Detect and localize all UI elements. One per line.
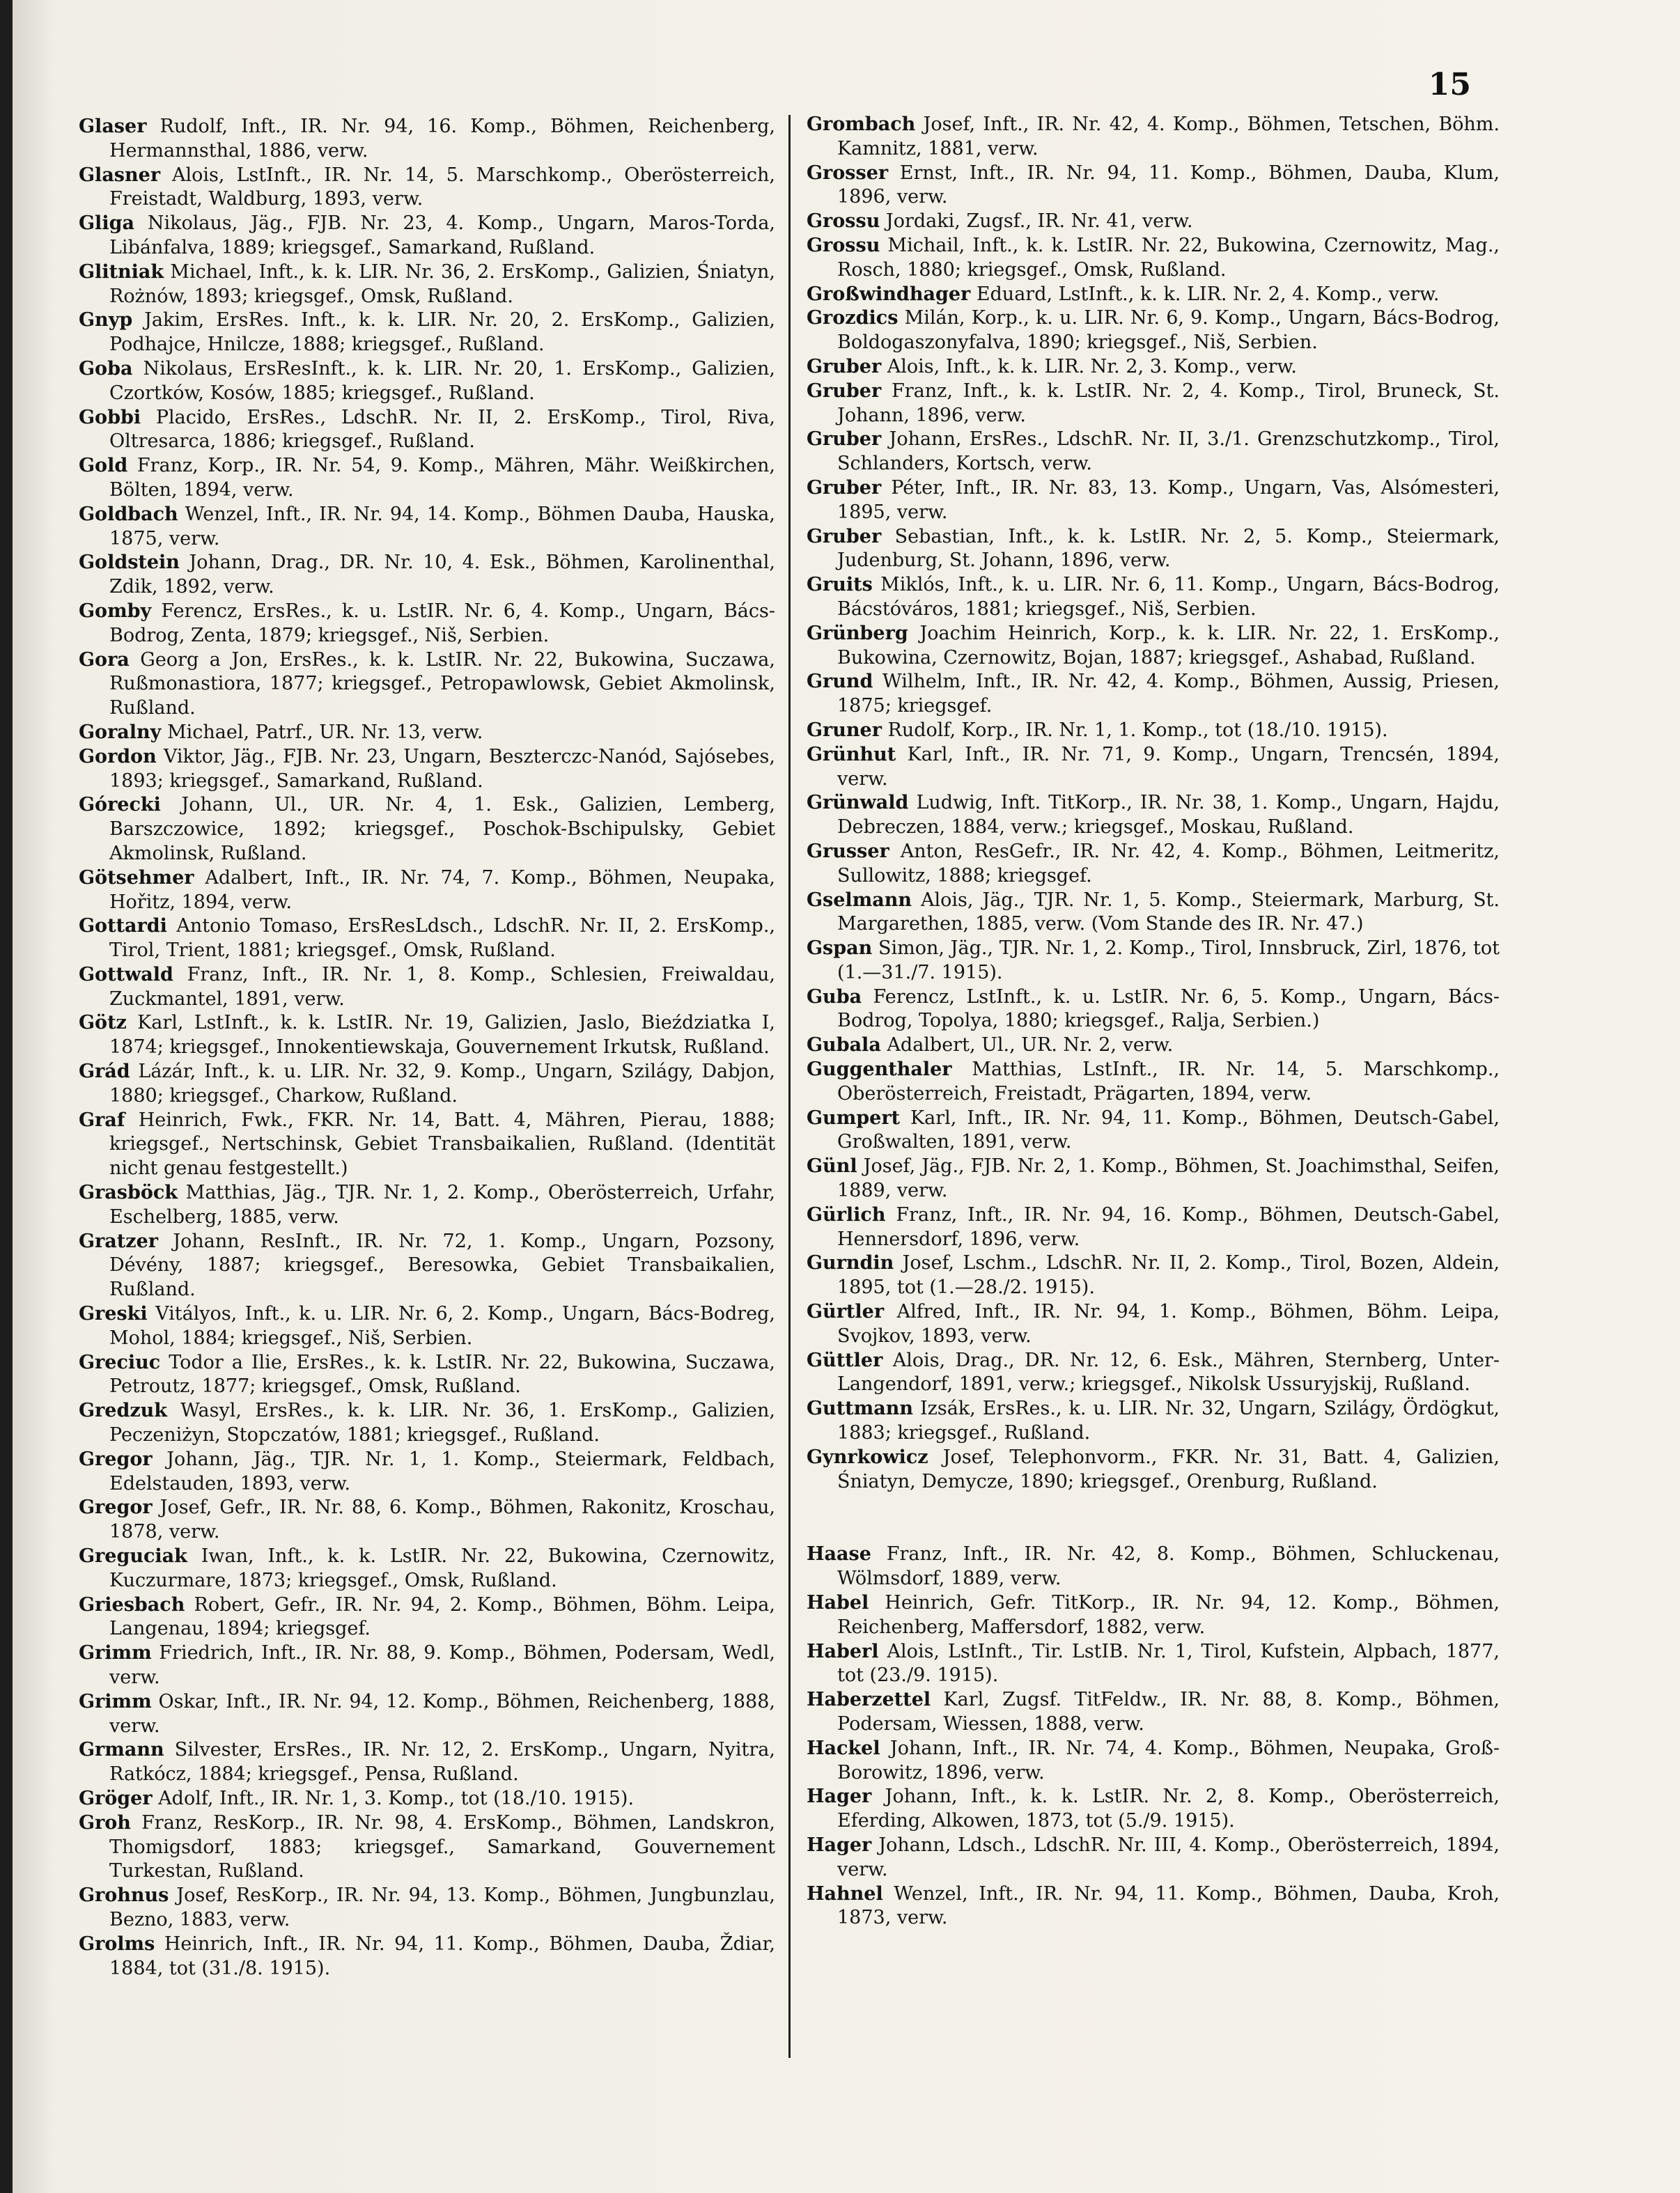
entry-details: Eduard, LstInft., k. k. LIR. Nr. 2, 4. Komp., verw. — [970, 283, 1440, 305]
entry-surname: Grusser — [807, 840, 889, 862]
register-entry — [807, 791, 1500, 840]
entry-surname: Grünhut — [807, 743, 896, 765]
entry-surname: Goba — [79, 357, 133, 380]
entry-details: Wilhelm, Inft., IR. Nr. 42, 4. Komp., Böhmen, Aussig, Priesen, 1875; kriegsgef. — [837, 671, 1500, 717]
entry-details: Matthias, LstInft., IR. Nr. 14, 5. Marschkomp., Oberösterreich, Freistadt, Prägarten, 1894, verw. — [837, 1059, 1500, 1105]
register-entry — [79, 1933, 775, 1981]
entry-details: Georg a Jon, ErsRes., k. k. LstIR. Nr. 22, Bukowina, Suczawa, Rußmonastiora, 1877; kriegsgef., Petropawlowsk, Gebiet Akmolinsk, Rußland. — [109, 648, 775, 719]
register-entry — [79, 1011, 775, 1060]
column-divider — [788, 115, 791, 2058]
register-entry — [79, 1884, 775, 1933]
entry-surname: Gynrkowicz — [807, 1446, 928, 1468]
register-entry — [79, 1399, 775, 1448]
register-entry — [807, 719, 1500, 743]
entry-details: Simon, Jäg., TJR. Nr. 1, 2. Komp., Tirol, Innsbruck, Zirl, 1876, tot (1.—31./7. 1915). — [837, 937, 1500, 983]
register-entry — [79, 1302, 775, 1351]
entry-details: Johann, Drag., DR. Nr. 10, 4. Esk., Böhmen, Karolinenthal, Zdik, 1892, verw. — [109, 552, 775, 598]
entry-surname: Gobbi — [79, 406, 141, 428]
register-entry — [807, 670, 1500, 719]
entry-surname: Grünwald — [807, 792, 909, 814]
register-entry — [807, 1688, 1500, 1737]
entry-surname: Glaser — [79, 116, 147, 137]
entry-details: Heinrich, Inft., IR. Nr. 94, 11. Komp., Böhmen, Dauba, Ždiar, 1884, tot (31./8. 1915). — [109, 1933, 775, 1979]
register-entry — [79, 1181, 775, 1230]
register-entry — [807, 380, 1500, 428]
entry-surname: Grossu — [807, 210, 880, 233]
entry-surname: Gumpert — [807, 1107, 901, 1129]
entry-details: Wasyl, ErsRes., k. k. LIR. Nr. 36, 1. ErsKomp., Galizien, Peczeniżyn, Stopczatów, 1881; kriegsgef., Rußland. — [109, 1400, 775, 1446]
entry-details: Alois, Inft., k. k. LIR. Nr. 2, 3. Komp., verw. — [881, 355, 1297, 377]
entry-surname: Gnyp — [79, 309, 133, 331]
entry-details: Franz, Inft., k. k. LstIR. Nr. 2, 4. Komp., Tirol, Bruneck, St. Johann, 1896, verw. — [837, 380, 1500, 426]
entry-surname: Hackel — [807, 1737, 880, 1759]
entry-details: Alois, LstInft., IR. Nr. 14, 5. Marschkomp., Oberösterreich, Freistadt, Waldburg, 1893, verw. — [109, 164, 775, 210]
entry-details: Wenzel, Inft., IR. Nr. 94, 11. Komp., Böhmen, Dauba, Kroh, 1873, verw. — [837, 1882, 1500, 1929]
entry-details: Ludwig, Inft. TitKorp., IR. Nr. 38, 1. Komp., Ungarn, Hajdu, Debreczen, 1884, verw.; kriegsgef., Moskau, Rußland. — [837, 792, 1500, 838]
register-entry — [79, 1738, 775, 1787]
entry-surname: Gratzer — [79, 1230, 158, 1252]
entry-surname: Gruber — [807, 428, 882, 451]
entry-surname: Greguciak — [79, 1545, 187, 1568]
entry-details: Nikolaus, Jäg., FJB. Nr. 23, 4. Komp., Ungarn, Maros-Torda, Libánfalva, 1889; kriegsgef., Samarkand, Rußland. — [109, 212, 775, 258]
entry-details: Josef, Lschm., LdschR. Nr. II, 2. Komp., Tirol, Bozen, Aldein, 1895, tot (1.—28./2. 1915). — [837, 1252, 1500, 1299]
register-entry — [79, 745, 775, 794]
register-entry — [807, 573, 1500, 622]
entry-details: Jakim, ErsRes. Inft., k. k. LIR. Nr. 20, 2. ErsKomp., Galizien, Podhajce, Hnilcze, 1888; kriegsgef., Rußland. — [109, 309, 775, 356]
entry-surname: Günl — [807, 1155, 857, 1178]
entry-surname: Grmann — [79, 1739, 164, 1761]
register-entry — [807, 306, 1500, 355]
entry-surname: Glasner — [79, 164, 161, 186]
register-entry — [807, 985, 1500, 1034]
register-entry — [79, 1545, 775, 1593]
entry-details: Wenzel, Inft., IR. Nr. 94, 14. Komp., Böhmen Dauba, Hauska, 1875, verw. — [109, 503, 775, 549]
register-entry — [79, 721, 775, 745]
register-entry — [807, 743, 1500, 792]
register-entry — [807, 1397, 1500, 1446]
entry-surname: Gottardi — [79, 915, 167, 937]
entry-surname: Gruber — [807, 476, 882, 499]
register-entry — [79, 914, 775, 963]
entry-details: Johann, Inft., k. k. LstIR. Nr. 2, 8. Komp., Oberösterreich, Eferding, Alkowen, 1873, tot (5./9. 1915). — [837, 1786, 1500, 1832]
entry-surname: Grund — [807, 671, 873, 693]
entry-surname: Grosser — [807, 162, 889, 184]
entry-details: Johann, ErsRes., LdschR. Nr. II, 3./1. Grenzschutzkomp., Tirol, Schlanders, Kortsch, verw. — [837, 428, 1500, 475]
entry-details: Péter, Inft., IR. Nr. 83, 13. Komp., Ungarn, Vas, Alsómesteri, 1895, verw. — [837, 476, 1500, 523]
register-entry — [807, 1591, 1500, 1640]
entry-surname: Gubala — [807, 1034, 881, 1056]
register-entry — [807, 355, 1500, 380]
entry-surname: Graf — [79, 1109, 125, 1131]
entry-surname: Grád — [79, 1061, 130, 1083]
entry-details: Michael, Patrf., UR. Nr. 13, verw. — [161, 721, 483, 743]
entry-surname: Gürlich — [807, 1203, 886, 1226]
entry-details: Sebastian, Inft., k. k. LstIR. Nr. 2, 5. Komp., Steiermark, Judenburg, St. Johann, 1896, verw. — [837, 525, 1500, 572]
register-entry — [79, 1641, 775, 1690]
entry-details: Anton, ResGefr., IR. Nr. 42, 4. Komp., Böhmen, Leitmeritz, Sullowitz, 1888; kriegsgef. — [837, 840, 1500, 887]
entry-surname: Großwindhager — [807, 283, 971, 305]
entry-surname: Gora — [79, 648, 130, 671]
register-entry — [79, 1351, 775, 1400]
entry-surname: Hahnel — [807, 1882, 883, 1905]
entry-details: Alois, Jäg., TJR. Nr. 1, 5. Komp., Steiermark, Marburg, St. Margarethen, 1885, verw. (Vom Stande des IR. Nr. 47.) — [837, 889, 1500, 935]
entry-details: Todor a Ilie, ErsRes., k. k. LstIR. Nr. 22, Bukowina, Suczawa, Petroutz, 1877; kriegsgef., Omsk, Rußland. — [109, 1351, 775, 1398]
entry-surname: Grasböck — [79, 1182, 178, 1204]
entry-surname: Gredzuk — [79, 1400, 168, 1422]
register-entry — [807, 1033, 1500, 1058]
register-entry — [807, 840, 1500, 889]
entry-details: Joachim Heinrich, Korp., k. k. LIR. Nr. 22, 1. ErsKomp., Bukowina, Czernowitz, Bojan, 1887; kriegsgef., Ashabad, Rußland. — [837, 622, 1500, 669]
entry-surname: Goldbach — [79, 503, 178, 525]
entry-surname: Gruner — [807, 719, 882, 741]
entry-details: Rudolf, Inft., IR. Nr. 94, 16. Komp., Böhmen, Reichenberg, Hermannsthal, 1886, verw. — [109, 116, 775, 162]
entry-details: Izsák, ErsRes., k. u. LIR. Nr. 32, Ungarn, Szilágy, Ördögkut, 1883; kriegsgef., Rußland. — [837, 1398, 1500, 1444]
register-entry — [79, 357, 775, 406]
register-entry — [79, 866, 775, 915]
register-entry — [807, 210, 1500, 234]
entry-details: Lázár, Inft., k. u. LIR. Nr. 32, 9. Komp., Ungarn, Szilágy, Dabjon, 1880; kriegsgef., Charkow, Rußland. — [109, 1061, 775, 1107]
entry-surname: Gomby — [79, 600, 152, 622]
entry-details: Viktor, Jäg., FJB. Nr. 23, Ungarn, Beszterczc-Nanód, Sajósebes, 1893; kriegsgef., Samarkand, Rußland. — [109, 745, 775, 792]
entry-surname: Grohnus — [79, 1884, 169, 1907]
register-entry — [79, 793, 775, 866]
register-entry — [79, 963, 775, 1012]
register-entry — [807, 889, 1500, 937]
entry-details: Nikolaus, ErsResInft., k. k. LIR. Nr. 20, 1. ErsKomp., Galizien, Czortków, Kosów, 1885; kriegsgef., Rußland. — [109, 357, 775, 404]
register-entry — [79, 1109, 775, 1181]
entry-surname: Guggenthaler — [807, 1059, 952, 1081]
register-entry — [79, 1060, 775, 1109]
entry-surname: Greciuc — [79, 1351, 161, 1373]
entry-details: Johann, ResInft., IR. Nr. 72, 1. Komp., Ungarn, Pozsony, Dévény, 1887; kriegsgef., Beresowka, Gebiet Transbaikalien, Rußland. — [109, 1230, 775, 1301]
register-entry — [807, 1058, 1500, 1107]
entry-surname: Hager — [807, 1786, 872, 1808]
entry-surname: Habel — [807, 1592, 869, 1614]
entry-surname: Grolms — [79, 1933, 155, 1955]
register-entry — [807, 1203, 1500, 1252]
entry-details: Matthias, Jäg., TJR. Nr. 1, 2. Komp., Oberösterreich, Urfahr, Eschelberg, 1885, verw. — [109, 1182, 775, 1228]
register-entry — [79, 1496, 775, 1545]
register-entry — [79, 1593, 775, 1642]
entry-surname: Guttmann — [807, 1398, 913, 1420]
entry-surname: Güttler — [807, 1349, 883, 1371]
entry-surname: Gurndin — [807, 1252, 894, 1274]
section-gap — [807, 1494, 1500, 1543]
entry-details: Josef, Gefr., IR. Nr. 88, 6. Komp., Böhmen, Rakonitz, Kroschau, 1878, verw. — [109, 1497, 775, 1543]
entry-surname: Haberl — [807, 1640, 879, 1662]
entry-details: Heinrich, Gefr. TitKorp., IR. Nr. 94, 12. Komp., Böhmen, Reichenberg, Maffersdorf, 1882, verw. — [837, 1592, 1500, 1638]
entry-details: Iwan, Inft., k. k. LstIR. Nr. 22, Bukowina, Czernowitz, Kuczurmare, 1873; kriegsgef., Omsk, Rußland. — [109, 1545, 775, 1591]
register-entry — [79, 1230, 775, 1302]
entry-details: Johann, Ldsch., LdschR. Nr. III, 4. Komp., Oberösterreich, 1894, verw. — [837, 1834, 1500, 1880]
entry-details: Josef, Jäg., FJB. Nr. 2, 1. Komp., Böhmen, St. Joachimsthal, Seifen, 1889, verw. — [837, 1155, 1500, 1202]
entry-details: Michail, Inft., k. k. LstIR. Nr. 22, Bukowina, Czernowitz, Mag., Rosch, 1880; kriegsgef., Omsk, Rußland. — [837, 234, 1500, 281]
entry-surname: Gruber — [807, 355, 882, 377]
register-entry — [79, 309, 775, 357]
register-entry — [79, 260, 775, 309]
entry-details: Franz, Korp., IR. Nr. 54, 9. Komp., Mähren, Mähr. Weißkirchen, Bölten, 1894, verw. — [109, 455, 775, 501]
register-entry — [807, 1251, 1500, 1300]
entry-surname: Haberzettel — [807, 1689, 931, 1711]
entry-details: Placido, ErsRes., LdschR. Nr. II, 2. ErsKomp., Tirol, Riva, Oltresarca, 1886; kriegsgef., Rußland. — [109, 406, 775, 453]
entry-details: Milán, Korp., k. u. LIR. Nr. 6, 9. Komp., Ungarn, Bács-Bodrog, Boldogaszonyfalva, 1890; kriegsgef., Niš, Serbien. — [837, 307, 1500, 354]
entry-details: Miklós, Inft., k. u. LIR. Nr. 6, 11. Komp., Ungarn, Bács-Bodrog, Bácstóváros, 1881; kriegsgef., Niš, Serbien. — [837, 574, 1500, 620]
entry-details: Josef, Inft., IR. Nr. 42, 4. Komp., Böhmen, Tetschen, Böhm. Kamnitz, 1881, verw. — [837, 114, 1500, 159]
entry-details: Friedrich, Inft., IR. Nr. 88, 9. Komp., Böhmen, Podersam, Wedl, verw. — [109, 1642, 775, 1688]
register-entry — [807, 1640, 1500, 1689]
entry-surname: Groh — [79, 1811, 131, 1834]
register-entry — [79, 164, 775, 212]
register-entry — [807, 1737, 1500, 1786]
entry-surname: Gregor — [79, 1497, 153, 1519]
entry-surname: Gürtler — [807, 1301, 885, 1323]
entry-details: Alois, Drag., DR. Nr. 12, 6. Esk., Mähren, Sternberg, Unter-Langendorf, 1891, verw.; kriegsgef., Nikolsk Ussuryjskij, Rußland. — [837, 1349, 1500, 1396]
entry-details: Franz, Inft., IR. Nr. 42, 8. Komp., Böhmen, Schluckenau, Wölmsdorf, 1889, verw. — [837, 1543, 1500, 1590]
entry-details: Silvester, ErsRes., IR. Nr. 12, 2. ErsKomp., Ungarn, Nyitra, Ratkócz, 1884; kriegsgef., Pensa, Rußland. — [109, 1739, 775, 1786]
register-entry — [807, 1300, 1500, 1349]
register-entry — [807, 113, 1500, 162]
entry-surname: Glitniak — [79, 260, 164, 283]
entry-surname: Goldstein — [79, 552, 180, 574]
register-entry — [807, 1155, 1500, 1203]
register-entry — [79, 1448, 775, 1497]
entry-surname: Gottwald — [79, 963, 173, 985]
register-entry — [807, 1107, 1500, 1155]
entry-surname: Gröger — [79, 1787, 153, 1809]
entry-details: Robert, Gefr., IR. Nr. 94, 2. Komp., Böhmen, Böhm. Leipa, Langenau, 1894; kriegsgef. — [109, 1593, 775, 1640]
entry-surname: Götsehmer — [79, 866, 194, 889]
register-entry — [807, 1446, 1500, 1494]
entry-details: Adolf, Inft., IR. Nr. 1, 3. Komp., tot (18./10. 1915). — [152, 1787, 635, 1809]
entry-surname: Hager — [807, 1834, 872, 1856]
register-entry — [79, 1690, 775, 1739]
entry-surname: Górecki — [79, 794, 161, 816]
register-entry — [807, 1349, 1500, 1398]
entry-details: Franz, Inft., IR. Nr. 1, 8. Komp., Schlesien, Freiwaldau, Zuckmantel, 1891, verw. — [109, 963, 775, 1010]
entry-details: Johann, Jäg., TJR. Nr. 1, 1. Komp., Steiermark, Feldbach, Edelstauden, 1893, verw. — [109, 1448, 775, 1494]
entry-surname: Gold — [79, 455, 128, 477]
entry-surname: Haase — [807, 1543, 871, 1566]
entry-surname: Grimm — [79, 1642, 152, 1664]
entry-surname: Grozdics — [807, 307, 899, 329]
entry-surname: Gordon — [79, 745, 157, 767]
entry-surname: Grünberg — [807, 622, 908, 644]
entry-details: Michael, Inft., k. k. LIR. Nr. 36, 2. ErsKomp., Galizien, Śniatyn, Rożnów, 1893; kriegsgef., Omsk, Rußland. — [109, 260, 775, 307]
entry-details: Ferencz, LstInft., k. u. LstIR. Nr. 6, 5. Komp., Ungarn, Bács-Bodrog, Topolya, 1880; kriegsgef., Ralja, Serbien.) — [837, 985, 1500, 1032]
register-entry — [807, 162, 1500, 210]
register-entry — [807, 937, 1500, 985]
register-entry — [807, 1543, 1500, 1591]
entry-details: Heinrich, Fwk., FKR. Nr. 14, Batt. 4, Mähren, Pierau, 1888; kriegsgef., Nertschinsk, Gebiet Transbaikalien, Rußland. (Identität nicht genau festgestellt.) — [109, 1109, 775, 1180]
entry-details: Franz, Inft., IR. Nr. 94, 16. Komp., Böhmen, Deutsch-Gabel, Hennersdorf, 1896, verw. — [837, 1203, 1500, 1250]
register-entry — [79, 551, 775, 600]
entry-details: Karl, Inft., IR. Nr. 94, 11. Komp., Böhmen, Deutsch-Gabel, Großwalten, 1891, verw. — [837, 1107, 1500, 1153]
register-entry — [79, 1787, 775, 1811]
entry-surname: Guba — [807, 985, 862, 1008]
entry-details: Josef, Telephonvorm., FKR. Nr. 31, Batt. 4, Galizien, Śniatyn, Demycze, 1890; kriegsgef., Orenburg, Rußland. — [837, 1446, 1500, 1492]
entry-surname: Griesbach — [79, 1593, 185, 1616]
entry-details: Ferencz, ErsRes., k. u. LstIR. Nr. 6, 4. Komp., Ungarn, Bács-Bodrog, Zenta, 1879; kriegsgef., Niš, Serbien. — [109, 600, 775, 646]
entry-details: Adalbert, Ul., UR. Nr. 2, verw. — [880, 1034, 1174, 1056]
register-entry — [79, 600, 775, 648]
register-entry — [79, 212, 775, 260]
register-entry — [807, 622, 1500, 671]
entry-surname: Gspan — [807, 937, 873, 960]
entry-details: Ernst, Inft., IR. Nr. 94, 11. Komp., Böhmen, Dauba, Klum, 1896, verw. — [837, 162, 1500, 208]
register-entry — [807, 525, 1500, 574]
entry-surname: Grossu — [807, 234, 880, 256]
entry-surname: Gruber — [807, 525, 882, 547]
entry-details: Alois, LstInft., Tir. LstIB. Nr. 1, Tirol, Kufstein, Alpbach, 1877, tot (23./9. 1915). — [837, 1640, 1500, 1687]
entry-surname: Greski — [79, 1303, 148, 1325]
register-entry — [807, 1882, 1500, 1931]
register-entry — [807, 476, 1500, 525]
entry-surname: Gruits — [807, 574, 873, 596]
register-entry — [79, 1811, 775, 1884]
register-entry — [807, 234, 1500, 283]
page-number: 15 — [1428, 67, 1471, 102]
left-column — [79, 115, 775, 1981]
right-column — [807, 113, 1500, 1930]
entry-details: Antonio Tomaso, ErsResLdsch., LdschR. Nr. II, 2. ErsKomp., Tirol, Trient, 1881; kriegsgef., Omsk, Rußland. — [109, 915, 775, 962]
entry-surname: Götz — [79, 1012, 127, 1034]
register-entry — [79, 454, 775, 503]
register-entry — [79, 648, 775, 721]
register-entry — [79, 503, 775, 552]
entry-surname: Gruber — [807, 380, 882, 402]
entry-details: Karl, Inft., IR. Nr. 71, 9. Komp., Ungarn, Trencsén, 1894, verw. — [837, 743, 1500, 790]
entry-details: Johann, Inft., IR. Nr. 74, 4. Komp., Böhmen, Neupaka, Groß-Borowitz, 1896, verw. — [837, 1737, 1500, 1784]
entry-surname: Gliga — [79, 212, 134, 235]
entry-details: Franz, ResKorp., IR. Nr. 98, 4. ErsKomp., Böhmen, Landskron, Thomigsdorf, 1883; kriegsgef., Samarkand, Gouvernement Turkestan, Rußland. — [109, 1811, 775, 1882]
register-entry — [807, 428, 1500, 476]
entry-surname: Grimm — [79, 1690, 152, 1712]
entry-surname: Goralny — [79, 721, 162, 743]
entry-details: Vitályos, Inft., k. u. LIR. Nr. 6, 2. Komp., Ungarn, Bács-Bodreg, Mohol, 1884; kriegsgef., Niš, Serbien. — [109, 1303, 775, 1349]
entry-details: Adalbert, Inft., IR. Nr. 74, 7. Komp., Böhmen, Neupaka, Hořitz, 1894, verw. — [109, 866, 775, 913]
entry-details: Alfred, Inft., IR. Nr. 94, 1. Komp., Böhmen, Böhm. Leipa, Svojkov, 1893, verw. — [837, 1301, 1500, 1347]
entry-surname: Grombach — [807, 114, 916, 135]
register-entry — [79, 406, 775, 455]
entry-details: Oskar, Inft., IR. Nr. 94, 12. Komp., Böhmen, Reichenberg, 1888, verw. — [109, 1690, 775, 1737]
entry-details: Karl, LstInft., k. k. LstIR. Nr. 19, Galizien, Jaslo, Bieździatka I, 1874; kriegsgef., Innokentiewskaja, Gouvernement Irkutsk, Rußland. — [109, 1012, 775, 1059]
entry-surname: Gregor — [79, 1448, 153, 1470]
entry-details: Johann, Ul., UR. Nr. 4, 1. Esk., Galizien, Lemberg, Barszczowice, 1892; kriegsgef., Poschok-Bschipulsky, Gebiet Akmolinsk, Rußland. — [109, 794, 775, 864]
register-entry — [79, 115, 775, 164]
register-entry — [807, 1834, 1500, 1882]
register-entry — [807, 283, 1500, 307]
entry-details: Jordaki, Zugsf., IR. Nr. 41, verw. — [880, 210, 1193, 233]
entry-details: Josef, ResKorp., IR. Nr. 94, 13. Komp., Böhmen, Jungbunzlau, Bezno, 1883, verw. — [109, 1884, 775, 1930]
entry-details: Karl, Zugsf. TitFeldw., IR. Nr. 88, 8. Komp., Böhmen, Podersam, Wiessen, 1888, verw. — [837, 1689, 1500, 1735]
register-entry — [807, 1785, 1500, 1834]
entry-details: Rudolf, Korp., IR. Nr. 1, 1. Komp., tot (18./10. 1915). — [881, 719, 1388, 741]
entry-surname: Gselmann — [807, 889, 912, 911]
